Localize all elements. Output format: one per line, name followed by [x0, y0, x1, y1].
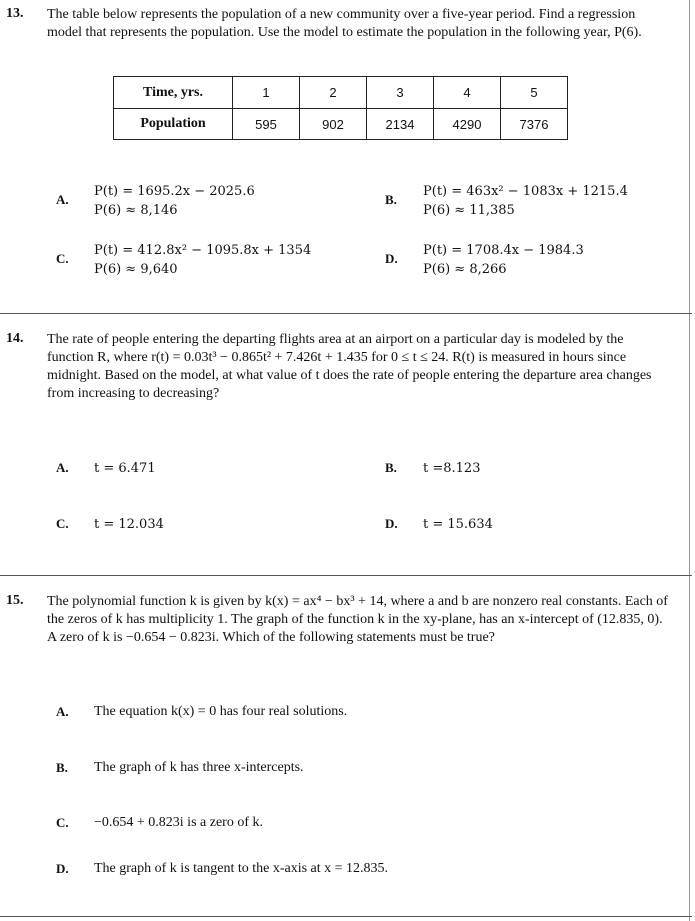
population-cell: 7376: [501, 109, 568, 140]
year-cell: 4: [434, 77, 501, 109]
population-cell: 4290: [434, 109, 501, 140]
q15-option-a[interactable]: The equation k(x) = 0 has four real solutions.: [94, 704, 348, 719]
q13-option-b-letter: B.: [385, 192, 397, 207]
population-cell: 2134: [367, 109, 434, 140]
q13-option-d-estimate[interactable]: P(6) ≈ 8,266: [423, 262, 507, 277]
section-divider: [0, 916, 692, 917]
q14-option-b[interactable]: t =8.123: [423, 461, 481, 476]
q13-option-c-estimate[interactable]: P(6) ≈ 9,640: [94, 262, 178, 277]
q15-option-c-letter: C.: [56, 815, 69, 830]
q14-option-d-letter: D.: [385, 516, 398, 531]
q13-option-a-model[interactable]: P(t) = 1695.2x − 2025.6: [94, 184, 255, 199]
q13-option-a-letter: A.: [56, 192, 69, 207]
q13-option-c-letter: C.: [56, 251, 69, 266]
year-cell: 2: [300, 77, 367, 109]
section-divider: [0, 575, 692, 576]
year-cell: 3: [367, 77, 434, 109]
q15-option-b[interactable]: The graph of k has three x-intercepts.: [94, 760, 304, 775]
q15-option-d-letter: D.: [56, 861, 69, 876]
q14-option-c-letter: C.: [56, 516, 69, 531]
q14-number: 14.: [6, 331, 24, 346]
q14-option-a-letter: A.: [56, 460, 69, 475]
time-header: Time, yrs.: [114, 77, 233, 109]
q15-option-d[interactable]: The graph of k is tangent to the x-axis at x = 12.835.: [94, 861, 389, 876]
year-cell: 1: [233, 77, 300, 109]
table-row: [114, 109, 568, 140]
q15-option-a-letter: A.: [56, 704, 69, 719]
q13-option-d-model[interactable]: P(t) = 1708.4x − 1984.3: [423, 243, 584, 258]
section-divider: [0, 313, 692, 314]
q15-option-b-letter: B.: [56, 760, 68, 775]
q15-option-c[interactable]: −0.654 + 0.823i is a zero of k.: [94, 815, 263, 830]
q13-option-b-estimate[interactable]: P(6) ≈ 11,385: [423, 203, 515, 218]
q14-text: The rate of people entering the departing flights area at an airport on a particular day is modeled by the function R, where r(t) = 0.03t³ − 0.865t² + 7.426t + 1.435 for 0 ≤ t ≤ 24. R(t) is measured in hours since midnight. Based on the model, at what value of t does the rate of people entering the departure area changes from increasing to decreasing?: [47, 332, 652, 401]
q14-option-b-letter: B.: [385, 460, 397, 475]
q14-option-c[interactable]: t = 12.034: [94, 517, 164, 532]
q14-option-d[interactable]: t = 15.634: [423, 517, 493, 532]
page-right-border: [689, 0, 690, 921]
q13-number: 13.: [6, 6, 24, 21]
table-row: [114, 77, 568, 109]
q13-text: The table below represents the population of a new community over a five-year period. Find a regression model that represents the population. Use the model to estimate the population in the following year, P(6).: [47, 7, 642, 40]
q13-option-c-model[interactable]: P(t) = 412.8x² − 1095.8x + 1354: [94, 243, 312, 258]
q14-option-a[interactable]: t = 6.471: [94, 461, 156, 476]
q13-option-a-estimate[interactable]: P(6) ≈ 8,146: [94, 203, 178, 218]
q15-text: The polynomial function k is given by k(x) = ax⁴ − bx³ + 14, where a and b are nonzero real constants. Each of the zeros of k has multiplicity 1. The graph of the function k in the xy-plane, has an x-intercept of (12.835, 0). A zero of k is −0.654 − 0.823i. Which of the following statements must be true?: [47, 594, 668, 645]
population-cell: 902: [300, 109, 367, 140]
q13-option-d-letter: D.: [385, 251, 398, 266]
population-header: Population: [114, 109, 233, 140]
year-cell: 5: [501, 77, 568, 109]
population-table: [113, 76, 568, 140]
q13-option-b-model[interactable]: P(t) = 463x² − 1083x + 1215.4: [423, 184, 628, 199]
population-cell: 595: [233, 109, 300, 140]
q15-number: 15.: [6, 593, 24, 608]
